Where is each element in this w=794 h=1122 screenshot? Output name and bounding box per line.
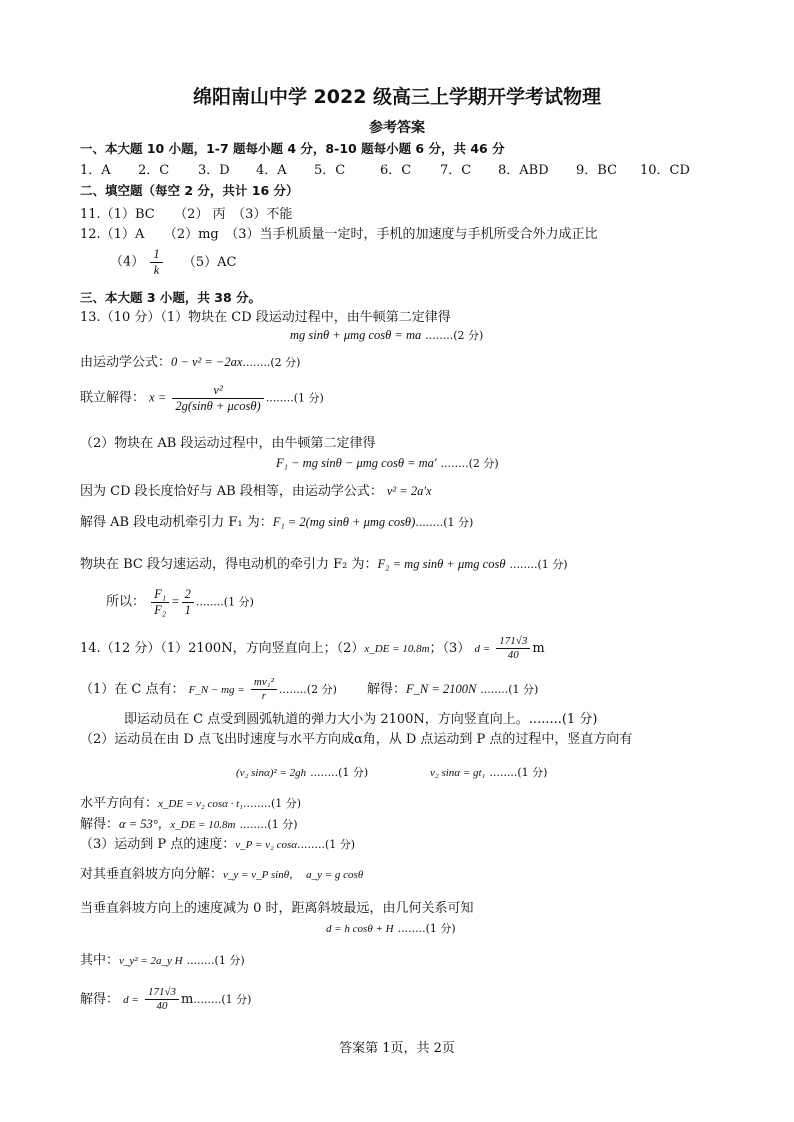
score-note: ........(1 分)	[297, 838, 356, 851]
q13-line5	[80, 485, 432, 498]
score-note: ........(2 分)	[440, 457, 499, 470]
q12-answer-line2	[110, 248, 236, 276]
text: 14.（12 分）（1）2100N，方向竖直向上；（2）	[80, 641, 365, 656]
fraction-denominator: 1	[184, 602, 191, 617]
q13-line4: （2）物块在 AB 段运动过程中，由牛顿第二定律得	[80, 436, 376, 451]
fraction-numerator: 171√3	[145, 987, 179, 1000]
q14-equation5b	[430, 766, 547, 779]
text: （1）在 C 点有：	[80, 682, 185, 697]
q13-line8	[106, 588, 254, 616]
equation: v_P = v₂ cosα	[235, 839, 298, 851]
score-note: ........(1 分)	[265, 391, 324, 405]
equation: v² = 2a′x	[386, 484, 432, 498]
equation: d = h cosθ + H	[326, 923, 394, 935]
equation: a_y = g cosθ	[306, 869, 364, 881]
text: 因为 CD 段长度恰好与 AB 段相等，由运动学公式：	[80, 484, 383, 499]
score-note: ........(1 分)	[239, 818, 298, 831]
fraction-numerator: 171√3	[496, 636, 530, 649]
fraction	[496, 636, 530, 661]
q14-line6	[80, 797, 301, 810]
q14-line3: 即运动员在 C 点受到圆弧轨道的弹力大小为 2100N，方向竖直向上。........(1 分)	[124, 712, 598, 727]
q12-fraction	[150, 248, 162, 276]
fraction-numerator: 2	[182, 588, 194, 603]
q14-equation11	[326, 922, 456, 935]
document-title: 绵阳南山中学 2022 级高三上学期开学考试物理	[192, 86, 602, 108]
score-note: ........(1 分)	[186, 954, 245, 967]
text: 解得：	[80, 817, 120, 832]
equals-sign: =	[171, 594, 180, 609]
answer-item: 4．A	[256, 163, 287, 178]
answer-item: 5．C	[314, 163, 346, 178]
q11-answer: 11.（1）BC （2） 丙 （3）不能	[80, 207, 293, 222]
q14-line2	[80, 677, 538, 702]
fraction	[251, 677, 277, 702]
fraction-denominator: F₂	[154, 602, 167, 617]
equation: x_DE = 10.8m	[364, 643, 430, 655]
text: 水平方向有：	[80, 796, 159, 811]
equation-lhs: d =	[474, 643, 491, 655]
equation: F₁ = 2(mg sinθ + μmg cosθ)	[272, 515, 416, 529]
text: 联立解得：	[80, 390, 146, 406]
fraction	[151, 588, 169, 616]
fraction-numerator: F₁	[151, 588, 169, 603]
q14-line8	[80, 838, 355, 851]
section1-heading: 一、本大题 10 小题，1-7 题每小题 4 分，8-10 题每小题 6 分，共 46 分	[80, 141, 505, 156]
text: 所以：	[106, 594, 146, 610]
fraction-denominator: k	[153, 262, 160, 277]
equation: 0 − v² = −2ax	[171, 355, 243, 369]
q14-line9	[80, 868, 363, 881]
fraction-denominator: r	[261, 690, 266, 702]
page-footer: 答案第 1页，共 2页	[339, 1041, 455, 1056]
equation: (v₂ sinα)² = 2gh	[236, 767, 307, 779]
q12-part5: （5）AC	[182, 254, 237, 270]
fraction-numerator: v²	[172, 384, 263, 399]
fraction	[145, 987, 179, 1012]
q13-equation4	[276, 457, 499, 470]
score-note: ........(2 分)	[425, 329, 484, 342]
equation: x_DE = v₂ cosα · t₁	[158, 798, 244, 810]
fraction	[182, 588, 194, 616]
fraction	[172, 384, 263, 412]
fraction-denominator: 2g(sinθ + μcosθ)	[175, 398, 261, 413]
q14-line13	[80, 987, 251, 1012]
score-note: ........(1 分)	[193, 993, 252, 1006]
text: 其中：	[80, 953, 120, 968]
fraction-denominator: 40	[156, 1000, 168, 1012]
document-subtitle: 参考答案	[369, 120, 425, 136]
unit: m	[532, 641, 545, 656]
score-note: ........(1 分)	[195, 595, 254, 609]
equation: F₁ − mg sinθ − μmg cosθ = ma′	[276, 456, 437, 470]
q13-line6	[80, 516, 473, 529]
equation: F₂ = mg sinθ + μmg cosθ	[377, 557, 506, 571]
score-note: ........(1 分)	[509, 558, 568, 571]
score-note: ........(2 分)	[278, 683, 337, 696]
q14-line10: 当垂直斜坡方向上的速度减为 0 时，距离斜坡最远，由几何关系可知	[80, 901, 474, 916]
score-note: ........(1 分)	[310, 766, 369, 779]
score-note: ........(1 分)	[243, 797, 302, 810]
text: ；（3）	[429, 641, 471, 656]
equation-lhs: F_N − mg =	[188, 684, 245, 696]
text: 物块在 BC 段匀速运动，得电动机的牵引力 F₂ 为：	[80, 557, 378, 572]
score-note: ........(1 分)	[397, 922, 456, 935]
answer-item: 3．D	[198, 163, 230, 178]
answer-item: 6．C	[380, 163, 412, 178]
text: 解得：	[80, 992, 120, 1007]
text: 解得 AB 段电动机牵引力 F₁ 为：	[80, 515, 273, 530]
q13-line2	[80, 356, 300, 369]
equation: v_y² = 2a_y H	[119, 955, 183, 967]
answer-item: 9．BC	[576, 163, 618, 178]
equation: mg sinθ + μmg cosθ = ma	[290, 328, 422, 342]
q14-line1	[80, 636, 545, 661]
score-note: ........(2 分)	[242, 356, 301, 369]
answer-item: 10．CD	[640, 163, 690, 178]
equation-lhs: x =	[149, 390, 167, 405]
q14-line4: （2）运动员在由 D 点飞出时速度与水平方向成α角，从 D 点运动到 P 点的过程中，竖直方向有	[80, 732, 633, 747]
equation: α = 53°，	[119, 817, 171, 831]
q12-answer-line1: 12.（1）A （2）mg （3）当手机质量一定时，手机的加速度与手机所受合外力成正比	[80, 227, 598, 242]
equation: v_y = v_P sinθ，	[223, 869, 301, 881]
section3-heading: 三、本大题 3 小题，共 38 分。	[80, 290, 262, 305]
q14-line12	[80, 954, 245, 967]
q14-equation5a	[236, 766, 368, 779]
equation: x_DE = 10.8m	[170, 819, 236, 831]
unit: m	[181, 992, 194, 1007]
equation: v₂ sinα = gt₁	[430, 767, 486, 779]
text: 对其垂直斜坡方向分解：	[80, 867, 224, 882]
answer-item: 1．A	[80, 163, 111, 178]
text: 解得：	[367, 682, 407, 697]
answer-item: 7．C	[440, 163, 472, 178]
q13-line3	[80, 384, 324, 412]
q13-line1: 13.（10 分）（1）物块在 CD 段运动过程中，由牛顿第二定律得	[80, 310, 451, 325]
q13-equation1	[290, 329, 483, 342]
fraction-denominator: 40	[507, 649, 519, 661]
text: （3）运动到 P 点的速度：	[80, 837, 236, 852]
fraction-numerator: 1	[150, 248, 162, 263]
q14-line7	[80, 818, 298, 831]
q12-part4-label: （4）	[110, 254, 145, 270]
answer-item: 2．C	[138, 163, 170, 178]
answer-item: 8．ABD	[498, 163, 549, 178]
fraction-numerator: mv₁²	[251, 677, 277, 690]
equation-lhs: d =	[123, 994, 139, 1006]
section2-heading: 二、填空题（每空 2 分，共计 16 分）	[80, 183, 299, 198]
q13-line7	[80, 558, 568, 571]
equation: F_N = 2100N	[406, 682, 477, 696]
score-note: ........(1 分)	[415, 516, 474, 529]
score-note: ........(1 分)	[489, 766, 548, 779]
score-note: ........(1 分)	[480, 683, 539, 696]
text: 由运动学公式：	[80, 355, 172, 370]
